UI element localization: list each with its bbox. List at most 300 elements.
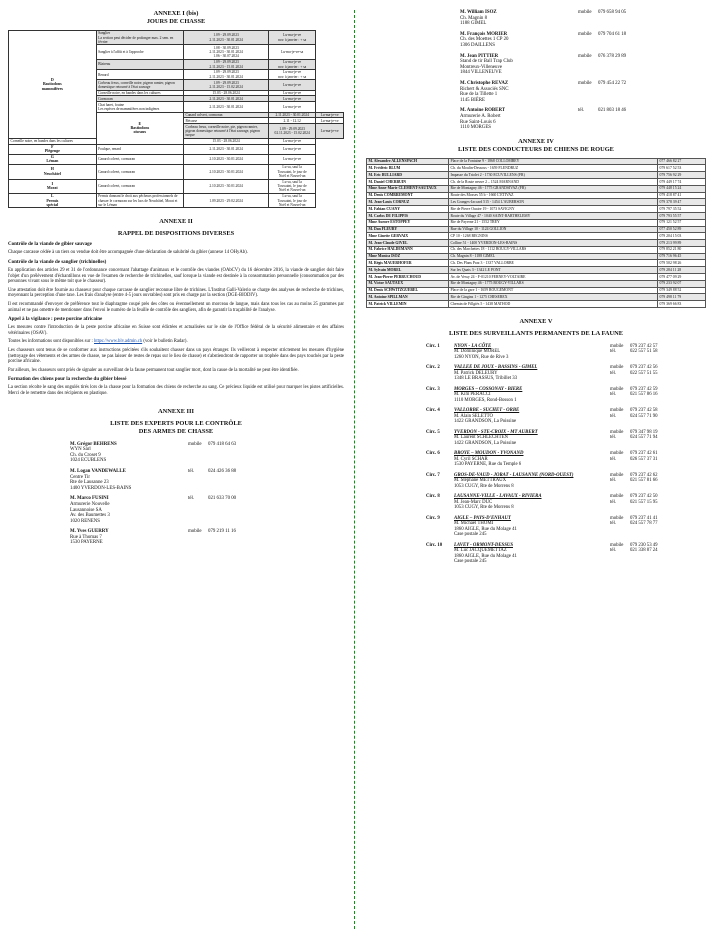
phone-type: mobile	[610, 429, 624, 435]
days-cell: Lu-ma-je-ve	[316, 124, 344, 138]
surveillant-line: 1260 NYON, Rue de Rive 3	[454, 354, 509, 360]
phone-line	[610, 414, 658, 420]
dates-cell: 1.09 - 29.09.2023 2.11.2023 - 15.01.2024	[184, 59, 269, 69]
surveillant-entry	[426, 516, 706, 538]
paragraph: Chaque carcasse cédée à un tiers ou vendue doit être accompagnée d'une déclaration de salubrité du gibier (annexe 14 OHyAb).	[8, 250, 248, 256]
group-cell: F Plégenge	[9, 144, 97, 154]
surveillant-entry	[426, 543, 706, 565]
days-cell: Lu-sa, sauf la Toussaint, le jour de Noël et Nouvel-an	[269, 179, 316, 193]
conducteur-name: M. Régis MAUERHOFER	[367, 260, 449, 267]
conducteur-phone: 079 448 15 24	[658, 185, 706, 192]
species-cell: Canard colvert, cormoran	[96, 154, 183, 164]
phone-number: 079 237 42 50	[630, 494, 658, 500]
surveillant-phones	[610, 387, 658, 404]
table-row	[367, 158, 706, 165]
expert-name: M. Jean PITTIER	[460, 53, 499, 59]
phone-type: mobile	[610, 343, 624, 349]
phone-type: tél.	[610, 456, 616, 462]
phone-type: tél.	[610, 370, 616, 376]
phone-number: 079 704 61 18	[598, 31, 627, 37]
days-cell: Lu-ma-je-ve	[316, 112, 344, 118]
conducteur-address: CP 10 - 1268 BEGNINS	[449, 233, 658, 240]
dates-cell: 1.09 - 29.09.2023 02.11.2023 - 15.02.2024	[269, 124, 316, 138]
surveillant-phones	[610, 543, 658, 565]
expert-address-line: Rue de la Tillette 1	[460, 92, 498, 98]
expert-entry	[70, 496, 344, 524]
conducteur-address: Place de la Fontaine 9 - 1868 COLLOMBEY	[449, 158, 658, 165]
phone-type: mobile	[188, 529, 202, 535]
section-title-gibier: Contrôle de la viande de gibier sauvage	[8, 242, 92, 248]
conducteur-address: Place de la gare 1 - 1659 ROUGEMONT	[449, 287, 658, 294]
phone-number: 022 557 51 55	[630, 370, 658, 376]
dates-cell: 15.03 - 28.06.2024	[184, 90, 269, 96]
conducteur-address: Les Granges-Jaccard 515 - 1454 L'AUBERSON	[449, 199, 658, 206]
paragraph	[8, 339, 344, 345]
expert-entry	[70, 442, 344, 464]
species-cell: Renard	[96, 70, 183, 80]
group-cell: L Permis spécial	[9, 194, 97, 208]
section-title-peste: Appel à la vigilance : peste porcine africaine	[8, 317, 103, 323]
surveillant-entry	[426, 408, 706, 425]
phone-number: 079 237 42 62	[630, 472, 658, 478]
conducteur-address: Rte de Pierre Ouaire 19 - 1073 SAVIGNY	[449, 206, 658, 213]
table-row	[367, 294, 706, 301]
phone-line	[610, 349, 658, 355]
species-cell: Corneille noire, en bandes dans les cultures	[9, 138, 97, 144]
circ-region: VALLORBE - SUCHET - ORBE	[454, 408, 520, 414]
conducteur-phone: 079 349 88 52	[658, 287, 706, 294]
conducteur-address: Av. de Vessy 24 - F-01210 FERNEY-VOLTAIRE	[449, 273, 658, 280]
phone-line	[610, 371, 658, 377]
expert-entry	[460, 81, 706, 103]
circ-label: Circ. 1	[426, 343, 440, 349]
expert-address-line: WYN Sàrl	[70, 447, 91, 453]
table-row	[367, 212, 706, 219]
dates-cell: 1.09 - 29.09.2023 2.11.2023 - 15.02.2024	[184, 80, 269, 90]
conducteur-address: Colline 51 - 1400 YVERDON-LES-BAINS	[449, 240, 658, 247]
conducteur-phone: 079 716 96 45	[658, 253, 706, 260]
conducteur-name: M. Sylvain MOREL	[367, 267, 449, 274]
conducteur-address: Ch. Des Plans Praz 3 - 1337 VALLORBE	[449, 260, 658, 267]
phone-number: 021 803 18 46	[598, 108, 627, 114]
circ-label: Circ. 8	[426, 494, 440, 500]
conducteur-address: Route du Village 47 - 1040 SAINT-BARTHELEMY	[449, 212, 658, 219]
expert-entry	[460, 32, 706, 49]
table-row	[367, 233, 706, 240]
conducteur-address: Rte de Montagny 46 - 1775 GRANDSIVAZ (FR)	[449, 185, 658, 192]
expert-address-line: 1400 YVERDON-LES-BAINS	[70, 485, 132, 491]
phone-number: 076 378 29 89	[598, 53, 627, 59]
conducteur-address: Rue du Village 10 - 1124 GOLLION	[449, 226, 658, 233]
surveillant-line: M. Michael THOMI	[454, 521, 494, 527]
surveillant-entry	[426, 451, 706, 468]
phone-type: tél.	[578, 108, 585, 114]
dates-cell: 1.09 - 29.09.2023 2.11.2023 - 30.01.2024	[184, 31, 269, 45]
conducteur-phone: 079 498 11 79	[658, 294, 706, 301]
days-cell: Lu-ma-je-ve-sa	[269, 45, 316, 59]
surveillant-entry	[426, 494, 706, 511]
surveillant-line: M. Kim PERACCI	[454, 392, 491, 398]
group-cell: E Bastiodons oiseaux	[96, 112, 183, 144]
phone-type: mobile	[610, 472, 624, 478]
annexe1-title: ANNEXE I (bis)	[153, 10, 199, 17]
paragraph: Une attestation doit être fournie au chasseur pour chaque carcasse de sanglier reconnue libre de trichines. L'Institut Galli-Valerio se charge des analyses de recherche de trichines, moyennant la perception d'une taxe. Les frais d'analyse (entre 4-5 jours ouvrables) sont pris en charge par la section (DGE-BIODIV).	[8, 287, 344, 299]
table-row	[367, 165, 706, 172]
expert-entry	[70, 469, 344, 491]
phone-number: 079 230 53 49	[630, 542, 658, 548]
expert-name: M. Christophe REVAZ	[460, 80, 509, 86]
annexe3-subtitle2: DES ARMES DE CHASSE	[138, 427, 214, 435]
phone-number: 079 658 94 05	[598, 10, 627, 15]
phone-number: 021 633 70 00	[208, 496, 237, 502]
paragraph: Par ailleurs, les chasseurs sont priés de signaler au surveillant de la faune permanent tout sanglier mort, dont la cause de la mortalité ne peut être identifiée.	[8, 367, 299, 373]
expert-address-line: 1020 RENENS	[70, 518, 101, 524]
surveillant-line: M. Laurent SCHLECHTEN	[454, 435, 508, 441]
expert-phone	[578, 32, 626, 49]
phone-type: mobile	[610, 515, 624, 521]
days-cell: Lu-ma-je-ve	[269, 102, 316, 112]
circ-region: YVERDON - STE-CROIX - MT AUBERT	[454, 429, 538, 435]
experts-list	[8, 442, 344, 547]
conducteur-phone: 079 852 21 80	[658, 246, 706, 253]
phone-type: tél.	[610, 499, 616, 505]
expert-name: M. Yves GUERRY	[70, 529, 109, 535]
annexe2-subtitle: RAPPEL DE DISPOSITIONS DIVERSES	[117, 230, 235, 238]
phone-number: 026 557 37 31	[630, 456, 658, 462]
surveillant-phones	[610, 344, 658, 361]
phone-number: 079 237 42 61	[630, 451, 658, 457]
surveillant-line: 1348 LE BRASSUS, Tribillet 33	[454, 376, 518, 382]
expert-address-line: Armurerie A. Robert	[460, 113, 501, 119]
expert-address	[70, 529, 188, 546]
dates-cell: 2.11 - 12.12	[269, 118, 316, 124]
species-cell: Cormoran	[96, 96, 183, 102]
dates-cell: 15.03 - 28.06.2024	[184, 138, 269, 144]
conducteur-phone: 077 450 52 89	[658, 226, 706, 233]
annexe2-title: ANNEXE II	[159, 218, 193, 226]
phone-type: tél.	[188, 496, 195, 502]
conducteur-name: M. Dan FLEURY	[367, 226, 449, 233]
conducteur-address: Sur les Quais 3 - 1342 LE PONT	[449, 267, 658, 274]
phone-type: mobile	[610, 365, 624, 371]
phone-number: 021 338 87 24	[630, 548, 658, 554]
surveillant-line: M. Alain SELETTO	[454, 413, 493, 419]
annexe4-title: ANNEXE IV	[518, 137, 554, 145]
species-cell: Corbeau freux, corneille noire, pigeon ramier, pigeon domestique retourné à l'état sauvage	[96, 80, 183, 90]
surveillant-line: 1860 AIGLE, Rue du Molage 41	[454, 553, 517, 559]
surveillant-line: 1860 AIGLE, Rue du Molage 41	[454, 526, 517, 532]
table-row	[9, 194, 344, 208]
phone-number: 079 237 42 56	[630, 365, 658, 371]
paragraph: En application des articles 29 et 31 de l'ordonnance concernant l'abattage d'animaux et le contrôle des viandes (OAbCV) du 16 décembre 2016, la viande de sanglier doit faire l'objet d'un prélèvement d'échantillons en vue de l'examen de recherche de trichinelles, sauf lorsque la viande est destinée à la consommation personnelle (consommation par des personnes vivant sous le même toit que le chasseur).	[8, 268, 344, 285]
expert-address-line: 1145 BIÈRE	[460, 97, 485, 103]
circ-region: BROYE – MOUDON - YVONAND	[454, 451, 524, 457]
dates-cell: 2.11.2023 - 30.01.2024	[184, 102, 269, 112]
group-cell: I Morat	[9, 179, 97, 193]
conducteur-name: M. Denis COMBREMONT	[367, 192, 449, 199]
phone-type: tél.	[610, 349, 616, 355]
expert-phone	[188, 496, 236, 524]
paragraph: La section récolte le sang des ongulés tirés lors de la chasse pour la formation des chiens de recherche au sang. Ce précieux liquide est utilisé pour marquer les pistes artificielles. Merci de le remettre dans des récipients en plastique.	[8, 385, 344, 396]
table-row	[9, 144, 344, 154]
phone-number: 079 418 64 63	[208, 441, 237, 447]
annexe5-title: ANNEXE V	[519, 317, 553, 325]
expert-address	[70, 469, 188, 491]
surveillant-phones	[610, 516, 658, 538]
expert-phone	[578, 10, 626, 27]
surveillant-entry	[426, 387, 706, 404]
group-cell: D Bastiodons mammifères	[9, 31, 97, 139]
expert-name: M. Logan VANDEWALLE	[70, 468, 126, 474]
table-row	[367, 185, 706, 192]
table-row	[9, 31, 344, 45]
conducteur-address: Rte de Payerne 21 - 1552 TREY	[449, 219, 658, 226]
phone-number: 024 426 36 88	[208, 468, 237, 474]
surveillant-entry	[426, 365, 706, 382]
text: Toutes les informations sont disponibles sur :	[8, 339, 93, 345]
phone-type: mobile	[578, 10, 592, 15]
expert-phone	[578, 54, 626, 76]
paragraph: Il est recommandé d'envoyer de préférence tout le diaphragme coupé près des côtes ou éventuellement un morceau de langue, mais dans tous les cas au moins 25 grammes par animal et ne pas omettre de mentionner dans l'envoi le numéro de la feuille de contrôle des sangliers, afin de garantir la traçabilité de l'analyse.	[8, 302, 344, 313]
dates-cell: 1.09.2023 - 29.02.2024	[184, 194, 269, 208]
surveillant-phones	[610, 473, 658, 490]
phone-number: 079 237 41 41	[630, 515, 658, 521]
surveillant-line: M. Jean-Marc DUC	[454, 499, 493, 505]
circ-region: VALLEE DE JOUX - BASSINS - GIMEL	[454, 365, 538, 371]
surveillants-list	[366, 344, 706, 565]
expert-address-line: 1110 MORGES	[460, 125, 492, 131]
expert-address-line: Ch. Magnin 8	[460, 15, 488, 21]
expert-address-line: Rue Saint-Louis 6	[460, 119, 496, 125]
conducteur-address: Route des Mosses 55 b - 1660 L'ETIVAZ	[449, 192, 658, 199]
conducteur-phone: 079 121 52 57	[658, 219, 706, 226]
conducteur-address: Ch. des Marchettes 18 - 1112 BOUGY-VILLARS	[449, 246, 658, 253]
dates-cell: 2.11.2023 - 30.01.2024	[269, 112, 316, 118]
phone-number: 021 557 81 66	[630, 478, 658, 484]
surveillant-line: M. Patrick DELEURY	[454, 370, 498, 376]
phone-type: mobile	[578, 80, 592, 86]
expert-entry	[460, 54, 706, 76]
conducteurs-table	[366, 158, 706, 308]
phone-number: 022 557 51 58	[630, 349, 658, 355]
surveillant-details	[454, 473, 610, 490]
phone-type: tél.	[610, 392, 616, 398]
species-cell: Canard colvert, cormoran	[96, 165, 183, 179]
conducteur-name: M. Daniel CHERBUIN	[367, 179, 449, 186]
species-cell: Chat haret, fouine Les espèces de mammifères non indigènes	[96, 102, 183, 112]
days-cell: Lu-ma-je-ve nov. à janvier : + sa	[269, 70, 316, 80]
conducteur-name: Mme Ginette GERVAIX	[367, 233, 449, 240]
surveillant-phones	[610, 408, 658, 425]
surveillant-line: M. Stéphane METTRAUX	[454, 478, 507, 484]
phone-type: mobile	[578, 31, 592, 37]
phone-number: 024 557 71 90	[630, 413, 658, 419]
species-cell: Corbeau freux, corneille noire, pie, pigeon ramier, pigeon domestique retourné à l'état sauvage, pigeon turque	[184, 124, 269, 138]
expert-address-line: Rue à Thomas 7	[70, 534, 102, 540]
expert-address-line: 1024 ECUBLENS	[70, 458, 107, 464]
conducteur-name: M. Fabrice HALDEMANN	[367, 246, 449, 253]
conducteur-name: M. Frédéric BLUM	[367, 165, 449, 172]
table-row	[367, 246, 706, 253]
conducteur-phone: 079 213 99 89	[658, 240, 706, 247]
phone-type: tél.	[610, 478, 616, 484]
conducteur-address: Rte de Gingins 1 - 1275 CHESEREX	[449, 294, 658, 301]
expert-address-line: Armurerie Nouvelle	[70, 501, 110, 507]
circ-region: LAVEY - ORMONT-DESSUS	[454, 542, 513, 548]
table-row	[367, 273, 706, 280]
phone-type: tél.	[610, 435, 616, 441]
species-cell: Bécasse	[184, 118, 269, 124]
surveillant-line: M. Luc JACQUEMETTAZ	[454, 548, 507, 554]
phone-number: 079 237 42 58	[630, 408, 658, 414]
conducteur-phone: 079 233 92 07	[658, 280, 706, 287]
days-cell: Lu-ma-je-ve nov. à janvier : + sa	[269, 59, 316, 69]
annexe5-subtitle: LISTE DES SURVEILLANTS PERMANENTS DE LA FAUNE	[448, 329, 624, 337]
circ-label: Circ. 4	[426, 408, 440, 414]
conducteur-name: M. Eric BULLIARD	[367, 172, 449, 179]
days-cell: Lu-sa, sauf la Toussaint, le jour de Noël et Nouvel-an	[269, 194, 316, 208]
expert-address-line: Rte de Lausanne 23	[70, 480, 109, 486]
table-row	[367, 192, 706, 199]
phone-type: tél.	[188, 468, 195, 474]
days-cell: Lu-ma-je-ve	[269, 138, 316, 144]
table-row	[367, 206, 706, 213]
text: (voir le bulletin Radar).	[143, 339, 188, 345]
annexe4-subtitle: LISTE DES CONDUCTEURS DE CHIENS DE ROUGE	[458, 145, 614, 153]
annexe1-subtitle: JOURS DE CHASSE	[146, 18, 206, 25]
expert-phone	[188, 469, 236, 491]
phone-number: 079 454 22 72	[598, 80, 627, 86]
phone-type: mobile	[610, 542, 624, 548]
conducteur-phone: 079 284 11 28	[658, 267, 706, 274]
left-column	[8, 10, 344, 551]
conducteur-address: Ch. Magnin 8 - 1188 GIMEL	[449, 253, 658, 260]
phone-type: tél.	[610, 413, 616, 419]
surveillant-details	[454, 365, 610, 382]
phone-number: 024 557 71 94	[630, 435, 658, 441]
table-row	[367, 260, 706, 267]
expert-address	[460, 108, 578, 130]
expert-address	[460, 81, 578, 103]
days-cell: Lu-ma-je-ve	[269, 154, 316, 164]
expert-address-line: Ch. des Moettes 1 CP 20	[460, 37, 509, 43]
surveillant-line: 1053 CUGY, Rte de Morrens 8	[454, 505, 514, 511]
surveillant-line: 1053 CUGY, Rte de Morrens 8	[454, 483, 514, 489]
surveillant-line: 1530 PAYERNE, Rue du Temple 6	[454, 462, 522, 468]
phone-number: 021 557 86 16	[630, 392, 658, 398]
expert-name: M. François MORIER	[460, 31, 508, 37]
expert-address-line: 1844 VILLENEUVE	[460, 70, 502, 76]
conducteur-phone: 079 418 87 41	[658, 192, 706, 199]
expert-address-line: 1188 GIMEL	[460, 21, 487, 27]
expert-phone	[578, 108, 626, 130]
conducteur-address: Ch. du Moulin-Dessous - 1659 FLENDRUZ	[449, 165, 658, 172]
expert-address-line: Stand de tir Ball Trap Club	[460, 59, 513, 65]
expert-address	[460, 54, 578, 76]
surveillant-line: 1422 GRANDSON, La Poissine	[454, 440, 517, 446]
expert-address-line: Richert & Associés SNC	[460, 86, 509, 92]
surveillant-details	[454, 408, 610, 425]
phone-line	[610, 478, 658, 484]
expert-address	[460, 32, 578, 49]
surveillant-details	[454, 543, 610, 565]
conducteur-address: Ch. de la Route neuve 2 – 1524 MARNAND	[449, 179, 658, 186]
phone-type: mobile	[610, 408, 624, 414]
conducteur-name: Mme Aurore ESTOPPEY	[367, 219, 449, 226]
surveillant-details	[454, 494, 610, 511]
conducteur-name: M. Alexandre ALLENSPACH	[367, 158, 449, 165]
phone-type: mobile	[610, 386, 624, 392]
expert-entry	[460, 10, 706, 27]
expert-address-line: Montreux-Villeneuve	[460, 64, 503, 70]
circ-label: Circ. 10	[426, 542, 443, 548]
expert-name: M. Marco FUSINI	[70, 496, 109, 502]
surveillant-details	[454, 516, 610, 538]
conducteur-phone: 079 449 17 74	[658, 179, 706, 186]
circ-region: AIGLE – PAYS-D'ENHAUT	[454, 515, 511, 521]
phone-type: tél.	[610, 521, 616, 527]
column-divider	[354, 10, 355, 929]
conducteur-address: Chemin de Fillgiès 5 - 1438 MATHOD	[449, 301, 658, 308]
dates-cell: 2.10.2023 - 30.01.2024	[184, 165, 269, 179]
dates-cell: 2.10.2023 - 30.01.2024	[184, 154, 269, 164]
table-row	[9, 165, 344, 179]
expert-address	[460, 10, 578, 27]
phone-type: tél.	[610, 548, 616, 554]
conducteur-name: M. Jean-Pierre PERRUCHOUD	[367, 273, 449, 280]
expert-phone	[188, 442, 236, 464]
surveillant-entry	[426, 473, 706, 490]
surveillant-phones	[610, 451, 658, 468]
conducteur-name: M. Jean-Louis CORNUZ	[367, 199, 449, 206]
surveillant-details	[454, 430, 610, 447]
days-cell: Lu-sa, sauf la Toussaint, le jour de Noël et Nouvel-an	[269, 165, 316, 179]
surveillant-line: M. Dominique MOREL	[454, 349, 501, 355]
expert-address	[70, 442, 188, 464]
table-row	[367, 280, 706, 287]
phone-line	[610, 500, 658, 506]
phone-number: 079 237 42 59	[630, 386, 658, 392]
days-cell: Lu-ma-je-ve	[269, 80, 316, 90]
experts-list-continued	[366, 10, 706, 131]
days-cell: Lu-ma-je-ve	[269, 96, 316, 102]
conducteur-phone: 079 378 39 47	[658, 199, 706, 206]
expert-name: M. Antoine ROBERT	[460, 108, 506, 114]
conducteur-name: M. Patrick VILLEMIN	[367, 301, 449, 308]
table-row	[367, 172, 706, 179]
species-cell: Canard colvert, cormoran	[96, 179, 183, 193]
expert-entry	[70, 529, 344, 546]
table-row	[367, 267, 706, 274]
conducteur-address: Rte de Montagny 46 - 1775 BOUGY-VILLARS	[449, 280, 658, 287]
circ-label: Circ. 7	[426, 472, 440, 478]
conducteur-name: M. Carlos DE FILIPPIS	[367, 212, 449, 219]
dates-cell: 1.08 - 30.09.2023 2.11.2023 - 30.01.2024 1.06 - 30.07.2024	[184, 45, 269, 59]
conducteur-phone: 079 797 35 52	[658, 206, 706, 213]
expert-address-line: 1530 PAYERNE	[70, 540, 103, 546]
days-cell: Lu-ma-je-ve	[269, 90, 316, 96]
expert-address-line: Centre Tir	[70, 474, 90, 480]
phone-type: mobile	[188, 441, 202, 447]
conducteur-address: Impasse du Triolet 2 - 1730 ECUVILLENS (FR)	[449, 172, 658, 179]
blv-link[interactable]: https://www.blv.admin.ch	[94, 339, 143, 345]
circ-label: Circ. 3	[426, 386, 440, 392]
surveillant-line: Case postale 245	[454, 532, 487, 538]
circ-label: Circ. 6	[426, 451, 440, 457]
dates-cell: 2.11.2023 - 30.01.2024	[184, 96, 269, 102]
phone-line	[610, 548, 658, 554]
conducteur-phone: 079 369 66 83	[658, 301, 706, 308]
